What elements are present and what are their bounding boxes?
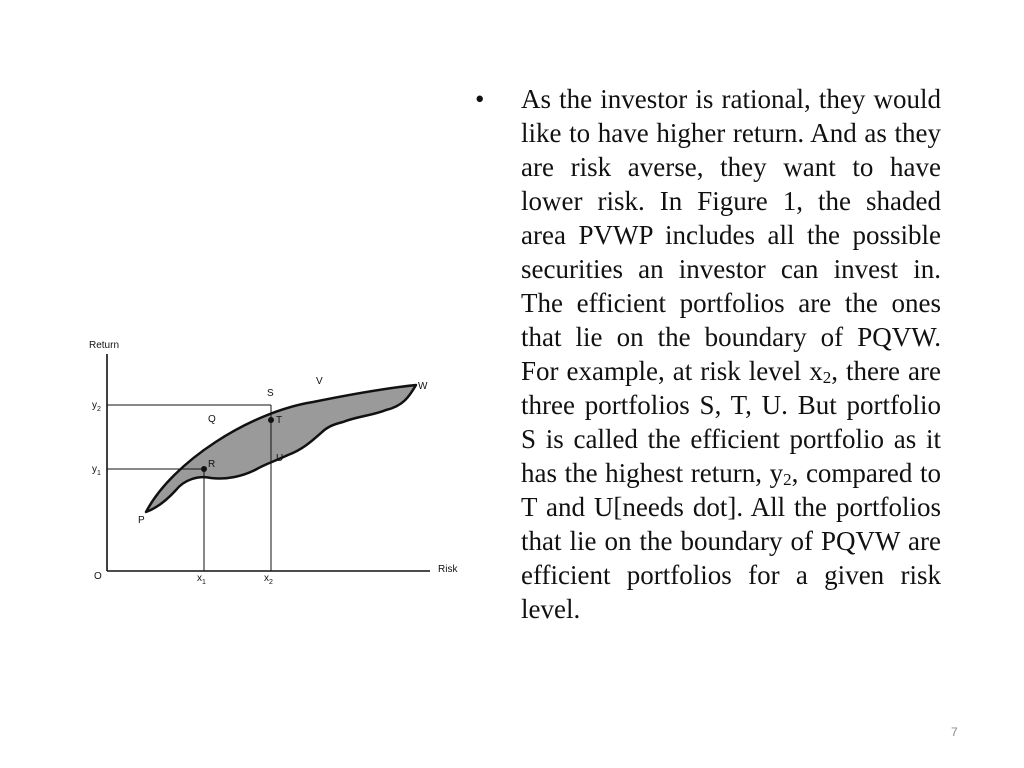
body-paragraph xyxy=(521,82,941,626)
x-axis-label: Risk xyxy=(438,564,458,575)
paragraph-text-1: As the investor is rational, they would like to have higher return. And as they are risk averse, they want to have lower risk. In Figure 1, the shaded area PVWP includes all the possible securities an investor can invest in. The efficient portfolios are the ones that lie on the boundary of PQVW. For example, at risk level x xyxy=(521,84,941,386)
paragraph-text-3: , compared to T and U[needs dot]. All the portfolios that lie on the boundary of PQVW are efficient portfolios for a given risk level. xyxy=(521,458,941,624)
x1-tick-label: $x_1$ xyxy=(197,573,206,586)
x2-tick-label: $x_2$ xyxy=(264,573,273,586)
y-axis-label: Return xyxy=(89,340,120,351)
page-number: 7 xyxy=(951,725,958,739)
y1-tick-label: $y_1$ xyxy=(92,464,101,477)
y2-tick-label: $y_2$ xyxy=(92,400,101,413)
point-v-label: V xyxy=(316,376,323,387)
point-p-label: P xyxy=(138,515,145,526)
point-t-dot xyxy=(268,417,274,423)
point-r-dot xyxy=(201,466,207,472)
point-r-label: R xyxy=(208,459,216,470)
subscript-1: 2 xyxy=(822,368,832,387)
origin-label: O xyxy=(94,571,102,582)
feasible-region xyxy=(146,385,416,512)
point-q-label: Q xyxy=(208,414,216,425)
paragraph-text-2: , there are three portfolios S, T, U. But portfolio S is called the efficient portfolio as it has the highest return, y xyxy=(521,356,941,488)
efficient-frontier-figure xyxy=(80,330,480,600)
bullet-text-block xyxy=(475,82,941,626)
bullet-marker: • xyxy=(475,84,485,114)
point-u-label: U xyxy=(276,453,284,464)
point-w-label: W xyxy=(418,381,428,392)
point-s-label: S xyxy=(267,388,274,399)
point-t-label: T xyxy=(276,415,283,426)
subscript-2: 2 xyxy=(783,470,792,489)
